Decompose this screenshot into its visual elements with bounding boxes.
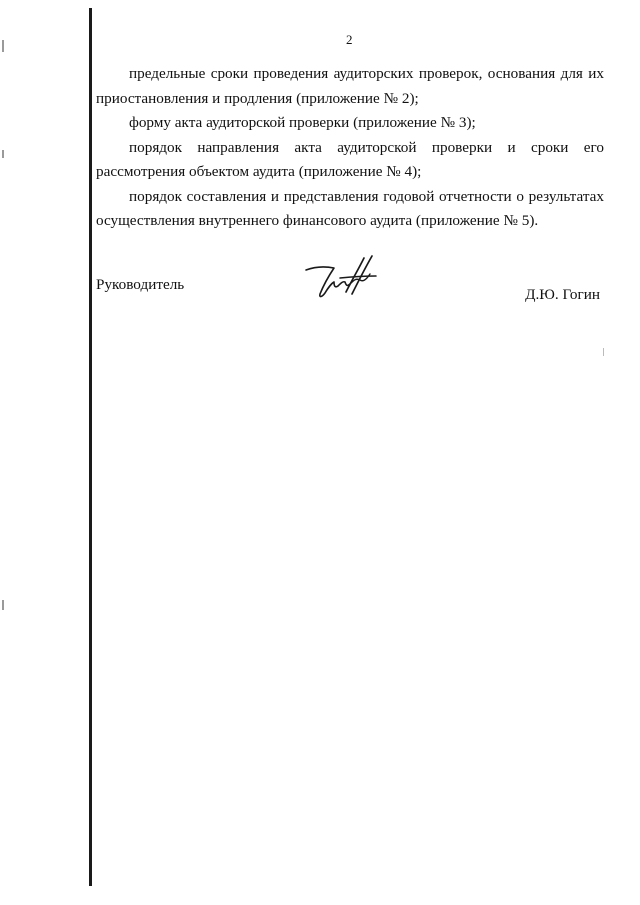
- scan-edge-mark: [2, 150, 4, 158]
- paragraph-act-procedure: порядок направления акта аудиторской проверки и сроки его рассмотрения объектом аудита (приложение № 4);: [96, 138, 604, 180]
- paragraph-audit-deadlines: предельные сроки проведения аудиторских проверок, основания для их приостановления и продления (приложение № 2);: [96, 65, 604, 107]
- signer-position: Руководитель: [96, 276, 185, 293]
- handwritten-signature: [300, 250, 382, 306]
- signer-name: Д.Ю. Гогин: [525, 286, 600, 303]
- scan-edge-mark: [2, 600, 4, 610]
- scan-edge-mark: [603, 348, 604, 356]
- binding-margin-line: [89, 8, 92, 886]
- signature-block: [96, 250, 600, 320]
- paragraph-annual-report: порядок составления и представления годовой отчетности о результатах осуществления внутреннего финансового аудита (приложение № 5).: [96, 187, 604, 229]
- scan-edge-mark: [2, 40, 4, 52]
- document-body: [96, 62, 604, 234]
- page-number: 2: [346, 32, 353, 47]
- paragraph-audit-act-form: форму акта аудиторской проверки (приложение № 3);: [129, 114, 476, 131]
